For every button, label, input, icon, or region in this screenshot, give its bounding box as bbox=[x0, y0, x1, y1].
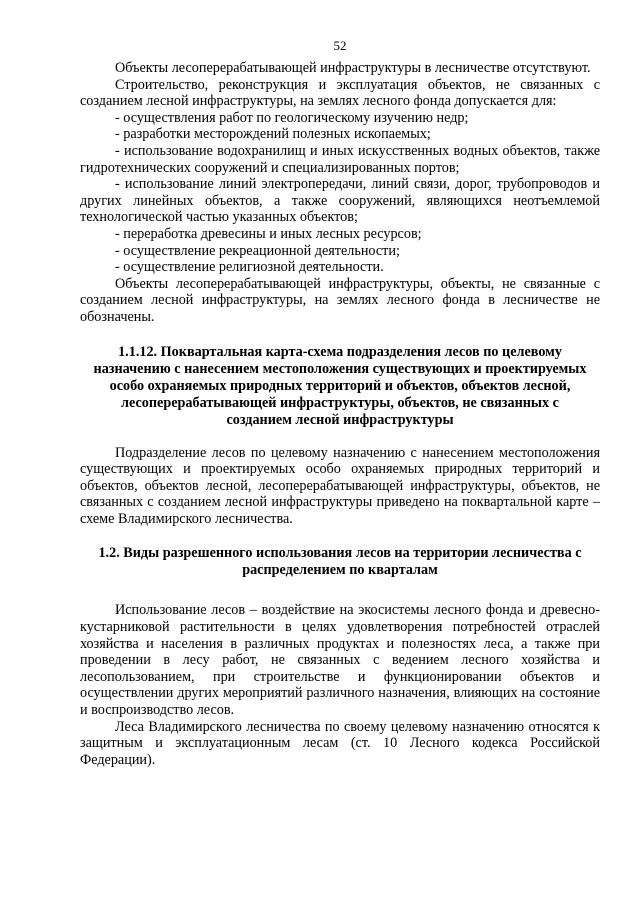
list-item: - осуществление религиозной деятельности. bbox=[115, 259, 384, 276]
paragraph: Объекты лесоперерабатывающей инфраструктуры, объекты, не связанные с созданием лесной инфраструктуры, на землях лесного фонда в лесничестве не обозначены. bbox=[80, 275, 600, 325]
page-number: 52 bbox=[333, 38, 347, 53]
list-item: - осуществления работ по геологическому изучению недр; bbox=[115, 109, 469, 126]
section-1-1-12-text bbox=[80, 445, 600, 528]
list-item: - использование линий электропередачи, линий связи, дорог, трубопроводов и других линейных объектов, а также сооружений, являющихся неотъемлемой технологической частью указанных объектов; bbox=[80, 176, 600, 226]
section-1-2-text bbox=[80, 602, 600, 768]
list-item: - использование водохранилищ и иных искусственных водных объектов, также гидротехнических сооружений и специализированных портов; bbox=[80, 142, 600, 176]
paragraph: Леса Владимирского лесничества по своему целевому назначению относятся к защитным и эксплуатационным лесам (ст. 10 Лесного кодекса Российской Федерации). bbox=[80, 718, 600, 768]
list-item: - осуществление рекреационной деятельности; bbox=[115, 242, 400, 259]
intro-text-block bbox=[80, 60, 600, 326]
paragraph: Подразделение лесов по целевому назначению с нанесением местоположения существующих и проектируемых особо охраняемых природных территорий и объектов, объектов лесной, лесоперерабатывающей инфраструктуры, объектов, не связанных с созданием лесной инфраструктуры приведено на поквартальной карте – схеме Владимирского лесничества. bbox=[80, 444, 600, 527]
paragraph: Объекты лесоперерабатывающей инфраструктуры в лесничестве отсутствуют. bbox=[115, 60, 591, 76]
paragraph: Строительство, реконструкция и эксплуатация объектов, не связанных с созданием лесной инфраструктуры, на землях лесного фонда допускается для: bbox=[80, 76, 600, 110]
list-item: - переработка древесины и иных лесных ресурсов; bbox=[115, 225, 422, 242]
paragraph: Использование лесов – воздействие на экосистемы лесного фонда и древесно-кустарниковой растительности в целях удовлетворения потребностей отраслей хозяйства и населения в различных продуктах и полезностях леса, а также при проведении в лесу работ, не связанных с ведением лесного хозяйства и лесопользованием, при строительстве и функционировании объектов и осуществлении других мероприятий различного назначения, влияющих на состояние и воспроизводство лесов. bbox=[80, 602, 600, 719]
section-heading-1-2: 1.2. Виды разрешенного использования лесов на территории лесничества с распределением по кварталам bbox=[98, 545, 582, 579]
section-heading-1-1-12: 1.1.12. Поквартальная карта-схема подразделения лесов по целевому назначению с нанесением местоположения существующих и проектируемых особо охраняемых природных территорий и объектов, объектов лесной, лесоперерабатывающей инфраструктуры, объектов, не связанных с созданием лесной инфраструктуры bbox=[93, 343, 587, 428]
list-item: - разработки месторождений полезных ископаемых; bbox=[115, 126, 431, 143]
